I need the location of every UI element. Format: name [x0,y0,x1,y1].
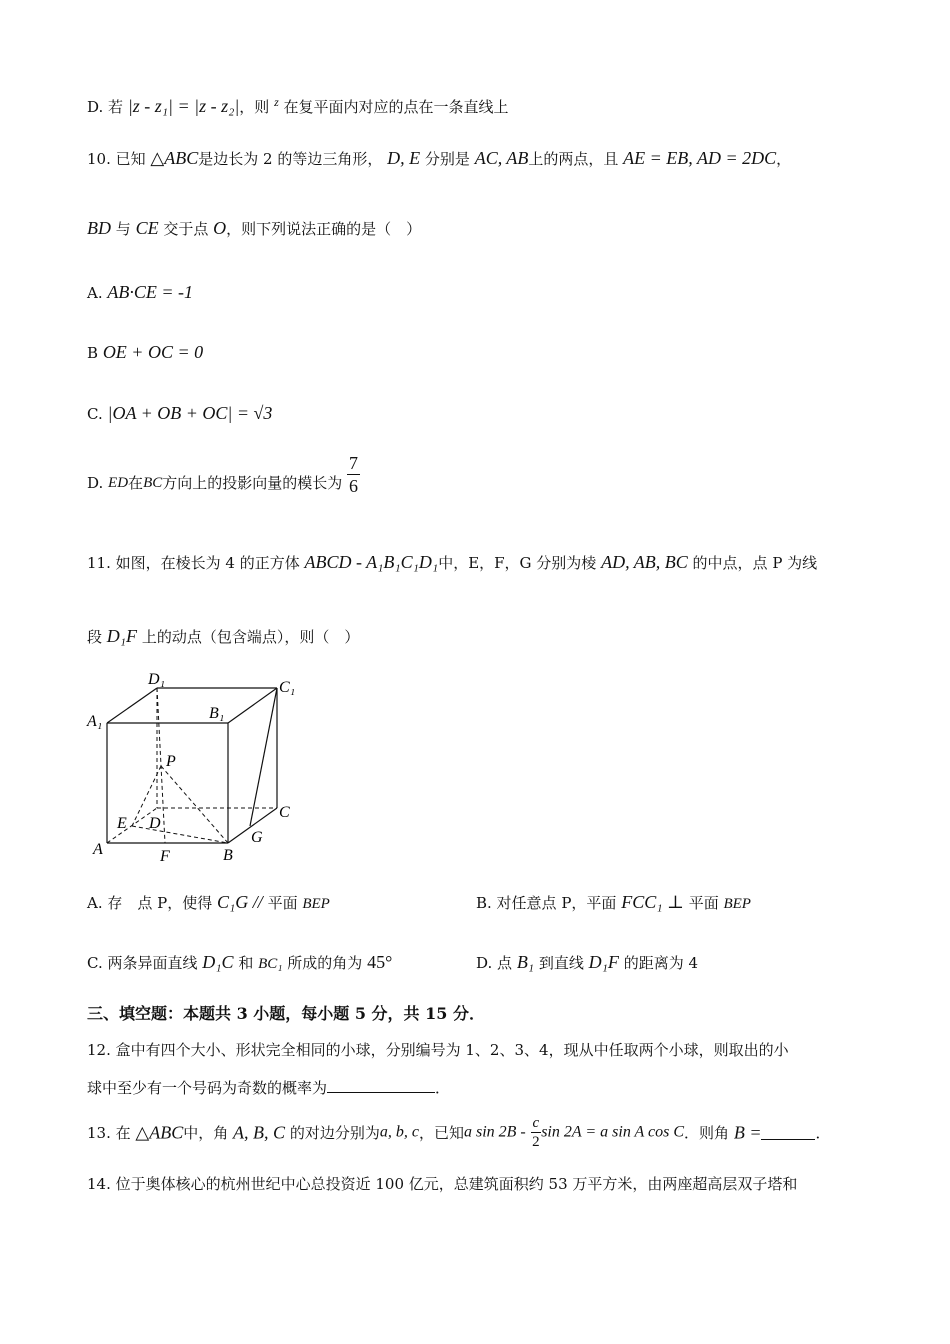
q11-stem-line2: 段 D₁F 上的动点（包含端点），则（ ） [87,626,360,646]
q11-option-d: D. 点 B₁ 到直线 D₁F 的距离为 4 [476,952,699,972]
q9-var-z: z [274,95,279,109]
label-a: A [93,841,103,858]
q10-option-d: D. ED在BC方向上的投影向量的模长为 $\frac{7}{6}$ [87,453,359,496]
cube-figure [85,668,305,868]
label-f: F [160,848,170,865]
label-e: E [117,815,127,832]
q14-line1: 14. 位于奥体核心的杭州世纪中心总投资近 100 亿元，总建筑面积约 53 万平方米，由两座超高层双子塔和 [87,1175,798,1193]
edge-a1-d1 [107,688,157,723]
q13-line: 13. 在 △ABC中，角 A, B, C 的对边分别为a, b, c，已知a sin 2B - $\frac{c}{2}$ sin 2A = a sin A cos C．则角 B = ． [87,1115,831,1150]
section-3-heading: 三、填空题：本题共 3 小题，每小题 5 分，共 15 分． [87,1004,485,1023]
q11-option-b: B. 对任意点 P，平面 FCC₁ ⊥ 平面 BEP [476,892,751,912]
q10-option-c: C. |OA + OB + OC| = √3 [87,403,273,423]
q11-option-c: C. 两条异面直线 D₁C 和 BC₁ 所成的角为 45° [87,952,393,972]
label-d: D [149,815,161,832]
segment-e-b [132,826,228,843]
q10-fraction: $\frac{7}{6}$ [349,453,359,496]
q10-option-b: B OE + OC = 0 [87,342,204,362]
q11-stem-line1: 11. 如图，在棱长为 4 的正方体 ABCD - A₁B₁C₁D₁中，E，F，G 分别为棱 AD, AB, BC 的中点，点 P 为线 [87,552,818,572]
label-b: B [223,847,233,864]
label-c1: C₁ [279,679,296,696]
q12-answer-blank[interactable] [327,1078,435,1093]
label-g: G [251,829,263,846]
q10-option-a: A. AB·CE = -1 [87,282,194,302]
edge-b1-c1 [228,688,277,723]
label-a1: A₁ [87,713,103,730]
q12-line2: 球中至少有一个号码为奇数的概率为 ． [87,1079,451,1097]
q12-line1: 12. 盒中有四个大小、形状完全相同的小球，分别编号为 1、2、3、4，现从中任取两个小球，则取出的小 [87,1041,789,1059]
q11-option-a: A. 存 点 P，使得 C₁G // 平面 BEP [87,892,330,912]
segment-p-b [161,766,228,843]
label-d1: D₁ [148,671,166,688]
q13-answer-blank[interactable] [761,1125,815,1140]
q9-option-d-expr: |z - z₁| = |z - z₂| [127,96,240,116]
q10-stem-line2: BD 与 CE 交于点 O，则下列说法正确的是（ ） [87,218,422,238]
label-b1: B₁ [209,705,225,722]
segment-c1-g [250,688,277,826]
q9-option-d: D. 若 |z - z₁| = |z - z₂|，则 $^z$ 在复平面内对应的点在一条直线上 [87,95,509,116]
label-c: C [279,804,290,821]
q10-stem-line1: 10. 已知 △ABC是边长为 2 的等边三角形， D, E 分别是 AC, AB上的两点，且 AE = EB, AD = 2DC， [87,148,792,168]
q13-fraction: $\frac{c}{2}$ [532,1115,540,1150]
label-p: P [166,753,176,770]
